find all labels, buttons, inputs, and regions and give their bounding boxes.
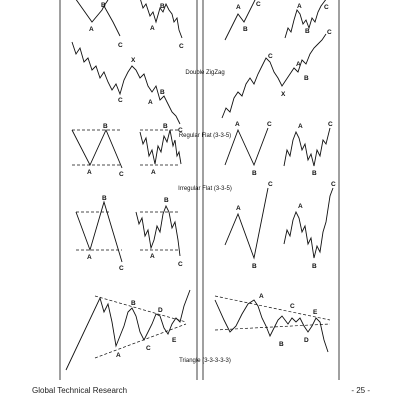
wave-label-c: C: [290, 303, 295, 310]
regular-flat-simple-right: [225, 128, 268, 165]
wave-label-b: B: [252, 263, 257, 270]
wave-label-b: B: [103, 123, 108, 130]
row-irregular-flat: [76, 181, 336, 272]
wave-label-a: A: [297, 3, 302, 10]
irregular-flat-simple-left: [76, 202, 122, 262]
wave-label-a: A: [259, 293, 264, 300]
wave-label-a: A: [298, 123, 303, 130]
regular-flat-detailed-right: [284, 128, 330, 166]
wave-label-c: C: [146, 345, 151, 352]
wave-label-a: A: [89, 26, 94, 33]
wave-label-b: B: [312, 263, 317, 270]
wave-label-x: X: [131, 57, 136, 64]
wave-label-a: A: [150, 25, 155, 32]
wave-label-a: A: [150, 253, 155, 260]
row-regular-flat: [72, 121, 333, 178]
caption-irregular-flat: Irregular Flat (3-3-5): [178, 186, 232, 192]
double-zigzag-left: [72, 42, 180, 124]
wave-label-c: C: [324, 4, 329, 11]
wave-label-a: A: [148, 99, 153, 106]
wave-label-a: A: [116, 352, 121, 359]
wave-label-b: B: [305, 28, 310, 35]
wave-label-b: B: [312, 170, 317, 177]
wave-label-c: C: [267, 121, 272, 128]
wave-label-a: A: [236, 4, 241, 11]
wave-label-c: C: [178, 127, 183, 134]
wave-label-b: B: [243, 26, 248, 33]
irregular-flat-detailed-left: [136, 206, 180, 256]
triangle-upper-trendline: [215, 296, 330, 320]
double-zigzag-right: [222, 34, 326, 118]
zigzag-simple-left-c: [104, 6, 120, 36]
footer-page-number: - 25 -: [351, 386, 370, 395]
wave-label-c: C: [268, 53, 273, 60]
wave-label-x: X: [281, 91, 286, 98]
wave-label-b: B: [279, 341, 284, 348]
regular-flat-simple-left: [72, 130, 122, 168]
wave-label-c: C: [118, 97, 123, 104]
wave-label-b: B: [160, 3, 165, 10]
wave-label-c: C: [178, 261, 183, 268]
row-double-zigzag: [72, 29, 332, 134]
wave-label-b: B: [304, 75, 309, 82]
caption-double-zigzag: Double ZigZag: [185, 70, 225, 76]
row-top-zigzags: [75, 0, 329, 50]
caption-triangle: Triangle (3-3-3-3-3): [179, 358, 231, 364]
wave-label-a: A: [87, 254, 92, 261]
wave-label-e: E: [172, 337, 177, 344]
wave-label-c: C: [119, 171, 124, 178]
wave-label-a: A: [235, 121, 240, 128]
wave-label-b: B: [163, 123, 168, 130]
irregular-flat-simple-right: [225, 188, 268, 258]
wave-label-d: D: [304, 337, 309, 344]
wave-label-a: A: [87, 169, 92, 176]
wave-label-d: D: [158, 307, 163, 314]
wave-label-e: E: [313, 309, 318, 316]
wave-label-b: B: [160, 89, 165, 96]
triangle-left: [66, 290, 190, 370]
wave-label-c: C: [328, 121, 333, 128]
caption-regular-flat: Regular Flat (3-3-5): [178, 133, 232, 139]
wave-label-c: C: [331, 181, 336, 188]
triangle-upper-trendline: [95, 296, 186, 322]
wave-label-b: B: [131, 300, 136, 307]
wave-label-b: B: [102, 195, 107, 202]
wave-label-c: C: [268, 181, 273, 188]
wave-label-a: A: [296, 61, 301, 68]
footer-publisher: Global Technical Research: [32, 386, 128, 395]
wave-label-c: C: [327, 29, 332, 36]
wave-label-c: C: [179, 43, 184, 50]
wave-label-a: A: [236, 205, 241, 212]
regular-flat-detailed-left: [140, 130, 181, 164]
wave-label-a: A: [151, 169, 156, 176]
irregular-flat-detailed-right: [284, 188, 333, 258]
wave-label-b: B: [164, 197, 169, 204]
wave-label-a: A: [298, 203, 303, 210]
wave-label-b: B: [101, 2, 106, 9]
row-triangle: [66, 290, 330, 370]
wave-label-c: C: [256, 1, 261, 8]
wave-label-c: C: [119, 265, 124, 272]
wave-label-b: B: [252, 170, 257, 177]
wave-label-c: C: [118, 42, 123, 49]
